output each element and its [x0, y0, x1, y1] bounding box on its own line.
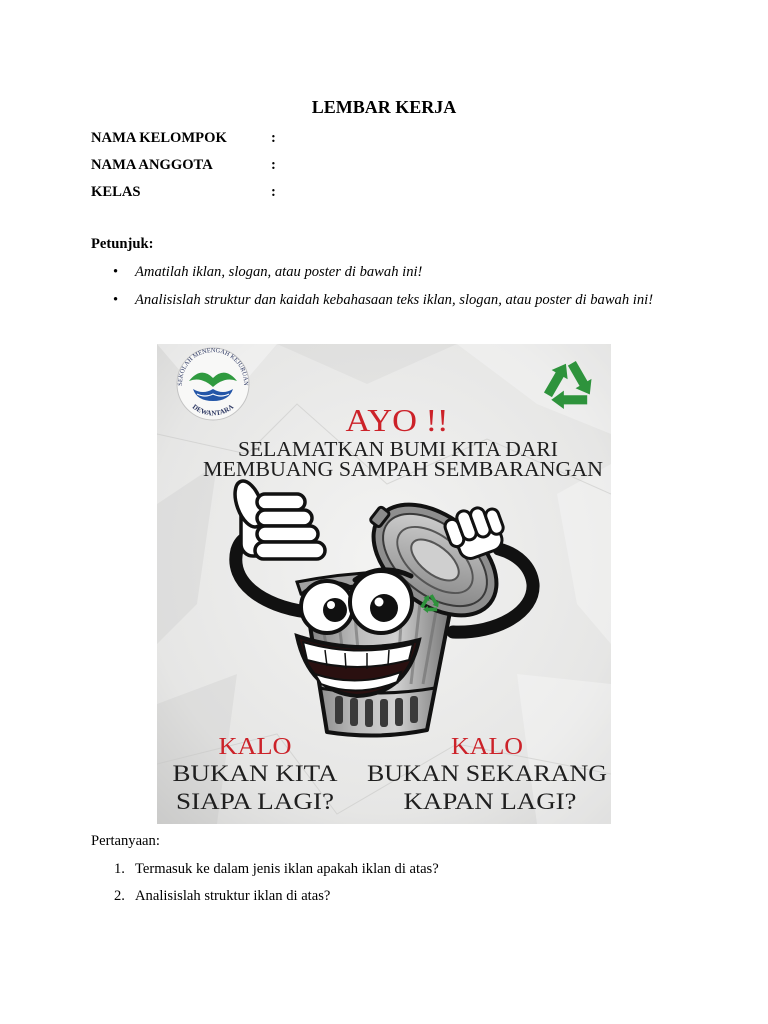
bullet-icon: •: [113, 292, 119, 308]
poster-artwork: [157, 344, 611, 824]
page-title: LEMBAR KERJA: [311, 97, 457, 117]
left-slogan-lead: KALO: [218, 734, 292, 760]
field-label-members: NAMA ANGGOTA: [91, 157, 213, 173]
right-eye: [350, 571, 412, 633]
instruction-text: Analisislah struktur dan kaidah kebahasaan teks iklan, slogan, atau poster di bawah ini!: [135, 292, 654, 308]
logo-lettering-bottom: DEWANTARA: [190, 402, 236, 418]
field-label-group-name: NAMA KELOMPOK: [91, 130, 227, 146]
question-number: 2.: [114, 888, 125, 904]
poster-subheadline-line-1: SELAMATKAN BUMI KITA DARI: [238, 437, 558, 461]
bullet-icon: •: [113, 264, 119, 280]
right-slogan-lead: KALO: [451, 734, 523, 760]
left-eye: [301, 581, 353, 633]
poster-subheadline-line-2: MEMBUANG SAMPAH SEMBARANGAN: [203, 457, 603, 481]
field-colon: :: [271, 157, 276, 173]
field-colon: :: [271, 184, 276, 200]
school-logo-icon: [177, 347, 249, 420]
instruction-text: Amatilah iklan, slogan, atau poster di bawah ini!: [135, 264, 423, 280]
field-label-class: KELAS: [91, 184, 141, 200]
right-slogan-line-2: KAPAN LAGI?: [403, 789, 577, 814]
question-text: Analisislah struktur iklan di atas?: [135, 888, 331, 904]
right-slogan-line-1: BUKAN SEKARANG: [367, 761, 607, 786]
left-slogan-line-2: SIAPA LAGI?: [176, 789, 334, 814]
field-colon: :: [271, 130, 276, 146]
question-text: Termasuk ke dalam jenis iklan apakah iklan di atas?: [135, 861, 439, 877]
question-number: 1.: [114, 861, 125, 877]
poster-image: [157, 344, 611, 824]
questions-heading: Pertanyaan:: [91, 833, 160, 849]
left-slogan-line-1: BUKAN KITA: [172, 761, 338, 786]
instructions-heading: Petunjuk:: [91, 236, 154, 252]
poster-headline: AYO !!: [345, 402, 449, 438]
logo-lettering-top: SEKOLAH MENENGAH KEJURUAN: [176, 347, 250, 386]
